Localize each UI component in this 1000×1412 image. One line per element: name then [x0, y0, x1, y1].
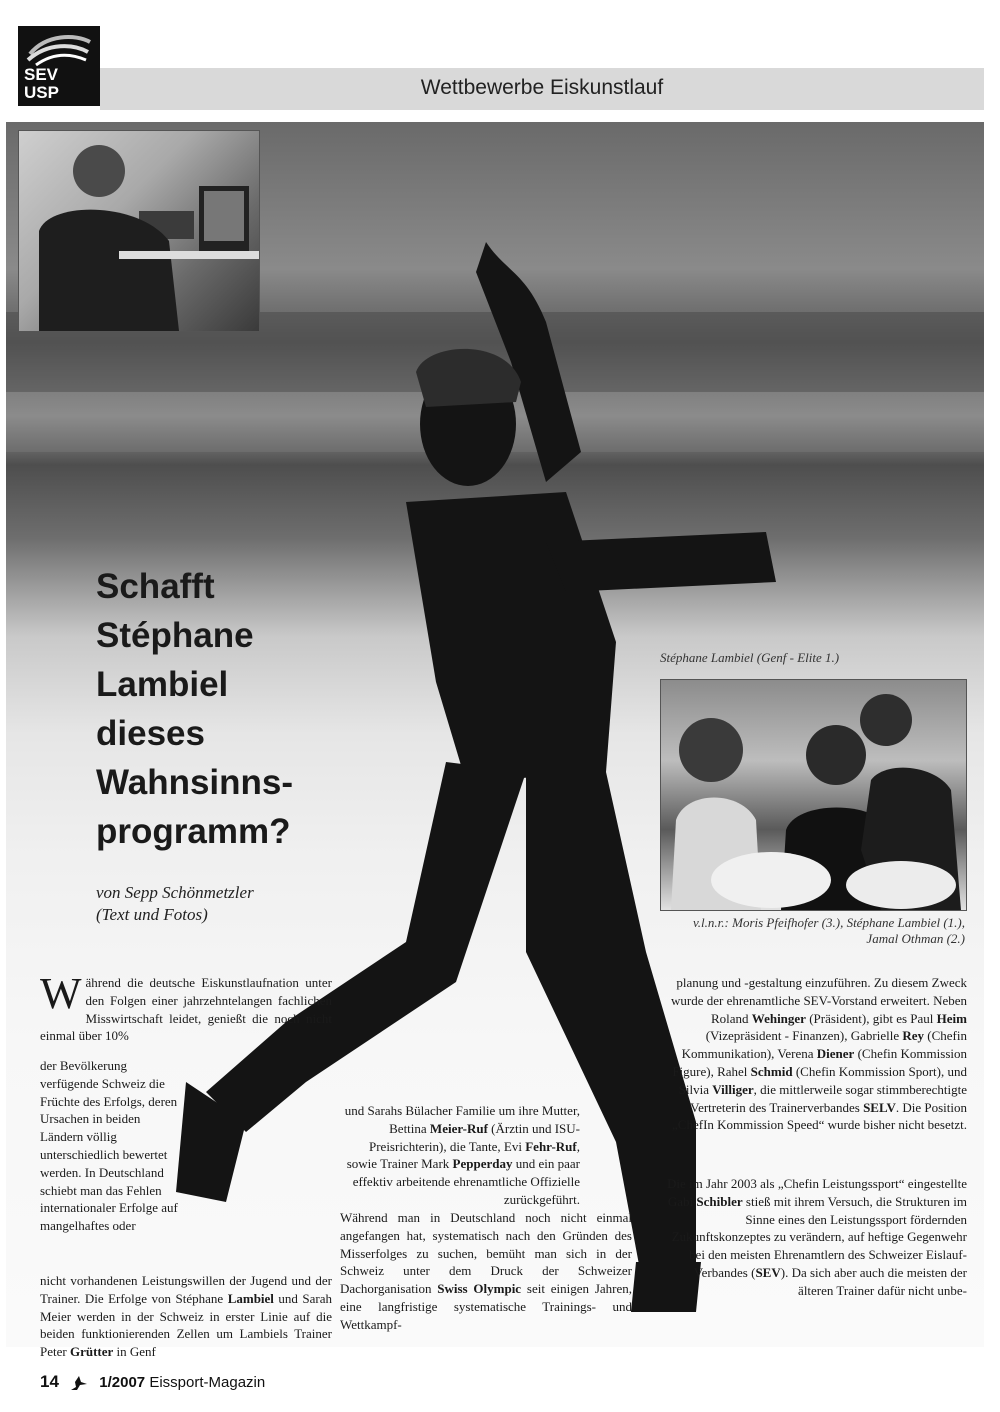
paragraph-text: . Die Position „ChefIn Kommission Speed“ wurde bisher nicht besetzt. [672, 1099, 967, 1133]
logo-line-1: SEV [24, 65, 59, 84]
name-bold: Swiss Olympic [437, 1281, 522, 1297]
paragraph-text: ). Da sich aber auch die meisten der älteren Trainer dafür nicht unbe- [780, 1264, 967, 1298]
podium-caption-line-1: v.l.n.r.: Moris Pfeifhofer (3.), Stéphane Lambiel (1.), [693, 915, 965, 930]
name-bold: Fehr-Ruf [525, 1138, 577, 1154]
name-bold: Pepperday [452, 1156, 513, 1172]
podium-photo [660, 679, 967, 911]
paragraph-text: Die im Jahr 2003 als „Chefin Leistungssport“ eingestellte Gabi [666, 1176, 967, 1209]
sev-usp-logo [18, 26, 100, 106]
paragraph-text: (Chefin Kommission Figure), Rahel [672, 1046, 967, 1079]
name-bold: Lambiel [227, 1290, 274, 1306]
magazine-name: Eissport-Magazin [149, 1374, 266, 1391]
paragraph-text: (Chefin Kommunikation), Verena [681, 1028, 967, 1062]
byline [96, 882, 356, 926]
swoosh-logo-icon [26, 32, 92, 66]
title-line: Stéphane [96, 616, 254, 655]
column-1-narrow: der Bevölkerung verfügende Schweiz die Früchte des Erfolgs, deren Ursachen in beiden Ländern völlig unterschiedlich bewertet werden. In Deutschland schiebt man das Fehlen internationaler Erfolge auf mangelhaftes oder [40, 1058, 178, 1234]
paragraph-text: (Vizepräsident - Finanzen), Gabrielle [705, 1028, 903, 1044]
paragraph-text: in Genf [113, 1344, 156, 1360]
page-footer [40, 1372, 265, 1392]
name-bold: SEV [755, 1264, 781, 1280]
podium-photo-caption [630, 915, 965, 947]
name-bold: Schibler [696, 1193, 743, 1209]
section-title: Wettbewerbe Eiskunstlauf [420, 76, 664, 99]
title-line: Lambiel [96, 665, 229, 704]
name-bold: Schmid [750, 1063, 793, 1079]
name-bold: Grütter [69, 1344, 114, 1360]
paragraph-text: nicht vorhandenen Leistungswillen der Jugend und der Trainer. Die Erfolge von Stéphane [40, 1273, 332, 1306]
paragraph-text: , die mittlerweile sogar stimmberechtigte Vertreterin des Trainerverbandes [690, 1081, 967, 1115]
paragraph-text: ährend die deutsche Eiskunstlaufnation unter den Folgen einer jahrzehntelangen fachlichen Misswirtschaft leidet, genießt die noch nicht einmal über 10% [40, 975, 332, 1044]
column-1-intro [40, 969, 332, 1045]
column-3-top [665, 974, 967, 1134]
article-title [96, 562, 376, 856]
podium-caption-line-2: Jamal Othman (2.) [866, 931, 965, 946]
judge-photo [18, 130, 260, 332]
name-bold: Wehinger [751, 1010, 806, 1026]
logo-line-2: USP [24, 83, 59, 102]
paragraph-text: und Sarahs Bülacher Familie um ihre Mutter, Bettina [344, 1103, 580, 1136]
column-2-bottom [340, 1209, 632, 1334]
hero-photo-caption: Stéphane Lambiel (Genf - Elite 1.) [660, 650, 840, 665]
podium-photo-icon [661, 680, 966, 910]
drop-cap: W [40, 969, 82, 1018]
column-2-top [340, 1102, 580, 1209]
title-line: programm? [96, 812, 291, 851]
paragraph-text: und Sarah Meier werden in der Schweiz in erster Linie auf die beiden funktionierenden Zellen um Lambiels Trainer Peter [40, 1290, 332, 1360]
name-bold: SELV [863, 1099, 896, 1115]
paragraph-text: planung und -gestaltung einzuführen. Zu diesem Zweck wurde der ehrenamtliche SEV-Vorstand erweitert. Neben Roland [670, 975, 967, 1026]
paragraph-text: seit einigen Jahren, eine langfristige systematische Trainings- und Wettkampf- [340, 1281, 632, 1332]
name-bold: Rey [902, 1028, 925, 1044]
paragraph-text: , sowie Trainer Mark [346, 1138, 580, 1172]
issue-number: 1/2007 [99, 1374, 146, 1391]
paragraph-text: Während man in Deutschland noch nicht einmal angefangen hat, systematisch nach den Gründen des Misserfolges zu suchen, bemüht man sich in der Schweiz unter dem Druck der Schweizer Dachorganisation [340, 1210, 632, 1297]
judge-photo-icon [19, 131, 259, 331]
name-bold: Heim [936, 1010, 967, 1026]
title-line: dieses [96, 714, 205, 753]
name-bold: Meier-Ruf [429, 1120, 488, 1136]
section-header-bar [100, 68, 984, 110]
skater-logo-icon [69, 1374, 89, 1392]
paragraph-text: und ein paar effektiv arbeitende ehrenamtliche Offizielle zurückgeführt. [352, 1156, 580, 1207]
paragraph-text: stieß mit ihrem Versuch, die Strukturen im Sinne eines den Leistungssport fördernden Zukunftskonzeptes zu verändern, auf heftige Gegenwehr bei den meisten Ehrenamtlern des Schweizer Eislauf-Verbandes ( [671, 1193, 967, 1280]
column-3-bottom [665, 1175, 967, 1300]
byline-note: (Text und Fotos) [96, 905, 208, 924]
title-line: Wahnsinns- [96, 763, 294, 802]
page-number: 14 [40, 1372, 59, 1391]
paragraph-text: (Chefin Kommission Sport), und Silvia [678, 1063, 967, 1097]
name-bold: Diener [816, 1046, 855, 1062]
name-bold: Villiger [712, 1081, 754, 1097]
paragraph-text: (Ärztin und ISU-Preisrichterin), die Tante, Evi [368, 1120, 580, 1154]
column-1-end [40, 1272, 332, 1361]
title-line: Schafft [96, 567, 215, 606]
byline-author: von Sepp Schönmetzler [96, 883, 254, 902]
paragraph-text: (Präsident), gibt es Paul [805, 1010, 937, 1026]
